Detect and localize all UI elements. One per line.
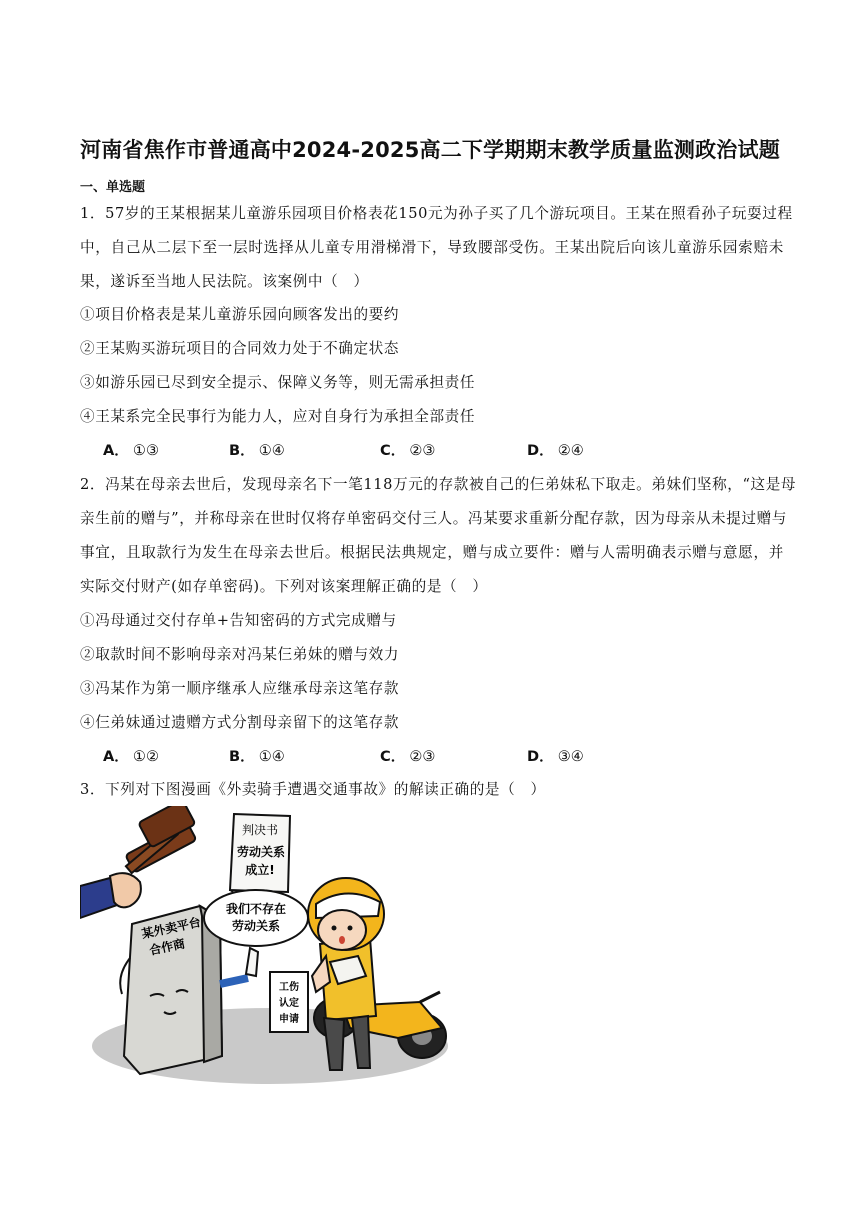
q1-statement-1: ①项目价格表是某儿童游乐园向顾客发出的要约 <box>80 306 400 323</box>
q1-option-a[interactable]: A． ①③ <box>103 442 160 459</box>
q3-stem-line-1: 3．下列对下图漫画《外卖骑手遭遇交通事故》的解读正确的是（ ） <box>80 781 546 798</box>
sheet-text-2: 认定 <box>279 998 299 1009</box>
q2-statement-3: ③冯某作为第一顺序继承人应继承母亲这笔存款 <box>80 680 400 697</box>
q1-option-b[interactable]: B． ①④ <box>229 442 285 459</box>
q2-option-c[interactable]: C． ②③ <box>380 748 436 765</box>
q1-option-c[interactable]: C． ②③ <box>380 442 436 459</box>
bubble-text-2: 劳动关系 <box>231 919 281 933</box>
bubble-text-1: 我们不存在 <box>225 902 287 916</box>
q2-option-a[interactable]: A． ①② <box>103 748 160 765</box>
q1-option-d[interactable]: D． ②④ <box>527 442 584 459</box>
q2-option-b[interactable]: B． ①④ <box>229 748 285 765</box>
injury-application-sheet <box>270 972 308 1032</box>
sheet-text-3: 申请 <box>279 1014 299 1025</box>
q1-statement-3: ③如游乐园已尽到安全提示、保障义务等，则无需承担责任 <box>80 374 476 391</box>
gavel-hand-icon <box>80 806 196 918</box>
q1-stem-line-3: 果，遂诉至当地人民法院。该案例中（ ） <box>80 273 369 290</box>
verdict-text-1: 劳动关系 <box>236 845 286 859</box>
section-heading: 一、单选题 <box>80 180 146 195</box>
verdict-text-2: 成立! <box>245 863 275 877</box>
q2-stem-line-1: 2．冯某在母亲去世后，发现母亲名下一笔118万元的存款被自己的仨弟妹私下取走。弟妹们坚称，“这是母 <box>80 476 797 493</box>
verdict-title: 判决书 <box>241 823 279 837</box>
q2-stem-line-4: 实际交付财产(如存单密码)。下列对该案理解正确的是（ ） <box>80 578 488 595</box>
verdict-document <box>230 814 290 895</box>
q2-option-d[interactable]: D． ③④ <box>527 748 584 765</box>
q1-stem-line-1: 1．57岁的王某根据某儿童游乐园项目价格表花150元为孙子买了几个游玩项目。王某在照看孙子玩耍过程 <box>80 205 793 222</box>
q2-stem-line-2: 亲生前的赠与”，并称母亲在世时仅将存单密码交付三人。冯某要求重新分配存款，因为母亲从未提过赠与 <box>80 510 787 527</box>
q2-stem-line-3: 事宜，且取款行为发生在母亲去世后。根据民法典规定，赠与成立要件：赠与人需明确表示赠与意愿，并 <box>80 544 784 561</box>
cartoon-illustration <box>80 806 470 1088</box>
q1-statement-2: ②王某购买游玩项目的合同效力处于不确定状态 <box>80 340 400 357</box>
sheet-text-1: 工伤 <box>279 982 299 993</box>
q2-statement-2: ②取款时间不影响母亲对冯某仨弟妹的赠与效力 <box>80 646 400 663</box>
q1-statement-4: ④王某系完全民事行为能力人，应对自身行为承担全部责任 <box>80 408 476 425</box>
box-label-2: 合作商 <box>148 936 187 958</box>
speech-bubble <box>204 890 308 946</box>
q2-statement-4: ④仨弟妹通过遗赠方式分割母亲留下的这笔存款 <box>80 714 400 731</box>
box-label-1: 某外卖平台 <box>140 915 202 942</box>
q2-statement-1: ①冯母通过交付存单+告知密码的方式完成赠与 <box>80 612 397 629</box>
page-title: 河南省焦作市普通高中2024-2025高二下学期期末教学质量监测政治试题 <box>80 138 780 162</box>
q1-stem-line-2: 中，自己从二层下至一层时选择从儿童专用滑梯滑下，导致腰部受伤。王某出院后向该儿童游乐园索赔未 <box>80 239 784 256</box>
